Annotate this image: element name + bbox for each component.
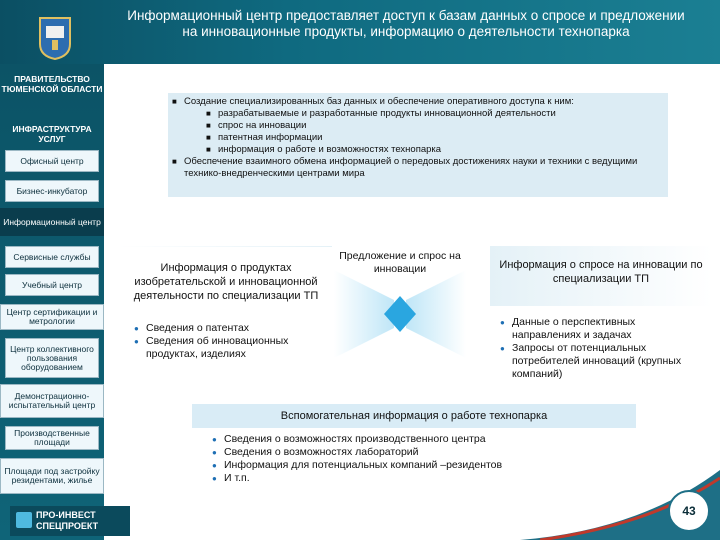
sub-bullet: ■ спрос на инновации (172, 120, 664, 132)
sidebar-item-info-center[interactable]: Информационный центр (0, 208, 104, 236)
sidebar-item-office-center[interactable]: Офисный центр (5, 150, 99, 172)
logo-icon (16, 512, 32, 528)
left-list (134, 322, 334, 361)
bullet-databases: ■ Создание специализированных баз данных и обеспечение оперативного доступа к ним: (172, 96, 664, 108)
list-item: ● Сведения о возможностях производственного центра (212, 433, 592, 446)
bullet-exchange: ■ Обеспечение взаимного обмена информацией о передовых достижениях науки и техники с ведущими технико-внедренческими центрами мира (172, 156, 664, 180)
sidebar-item-business-incubator[interactable]: Бизнес-инкубатор (5, 180, 99, 202)
sidebar-item-shared-equipment[interactable]: Центр коллективного пользования оборудованием (5, 338, 99, 378)
list-item: ● Информация для потенциальных компаний –резидентов (212, 459, 592, 472)
list-item: ● Данные о перспективных направлениях и задачах (500, 316, 700, 342)
top-bullets (172, 96, 664, 180)
sidebar-org-label: ПРАВИТЕЛЬСТВО ТЮМЕНСКОЙ ОБЛАСТИ (1, 74, 103, 94)
list-item: ● Сведения об инновационных продуктах, изделиях (134, 335, 334, 361)
left-info-title: Информация о продуктах изобретательской и инновационной деятельности по специализации ТП (118, 248, 334, 316)
list-item: ● Сведения о патентах (134, 322, 334, 335)
sidebar-item-production-areas[interactable]: Производственные площади (5, 426, 99, 450)
sidebar-item-training-center[interactable]: Учебный центр (5, 274, 99, 296)
supply-demand-diagram (334, 270, 466, 358)
aux-info-title: Вспомогательная информация о работе технопарка (192, 404, 636, 428)
sidebar-item-construction-areas[interactable]: Площади под застройку резидентами, жилье (0, 458, 104, 494)
list-item: ● Запросы от потенциальных потребителей инноваций (крупных компаний) (500, 342, 700, 381)
company-logo (10, 506, 130, 536)
sidebar-section-title: ИНФРАСТРУКТУРА УСЛУГ (12, 124, 92, 144)
sub-bullet: ■ разрабатываемые и разработанные продукты инновационной деятельности (172, 108, 664, 120)
list-item: ● Сведения о возможностях лабораторий (212, 446, 592, 459)
page-number: 43 (668, 490, 710, 532)
sub-bullet: ■ патентная информации (172, 132, 664, 144)
sidebar-item-demo-test-center[interactable]: Демонстрационно-испытательный центр (0, 384, 104, 418)
list-item: ● И т.п. (212, 472, 592, 485)
right-list (500, 316, 700, 381)
coat-of-arms-icon (38, 16, 72, 60)
sidebar-item-certification[interactable]: Центр сертификации и метрологии (0, 304, 104, 330)
page-title: Информационный центр предоставляет доступ к базам данных о спросе и предложении на инновационные продукты, информацию о деятельности технопарка (127, 8, 685, 39)
sub-bullet: ■ информация о работе и возможностях технопарка (172, 144, 664, 156)
sidebar-item-service[interactable]: Сервисные службы (5, 246, 99, 268)
logo-text: ПРО-ИНВЕСТ СПЕЦПРОЕКТ (36, 510, 99, 531)
center-title: Предложение и спрос на инновации (339, 250, 461, 275)
right-info-title: Информация о спросе на инновации по специализации ТП (499, 259, 703, 285)
